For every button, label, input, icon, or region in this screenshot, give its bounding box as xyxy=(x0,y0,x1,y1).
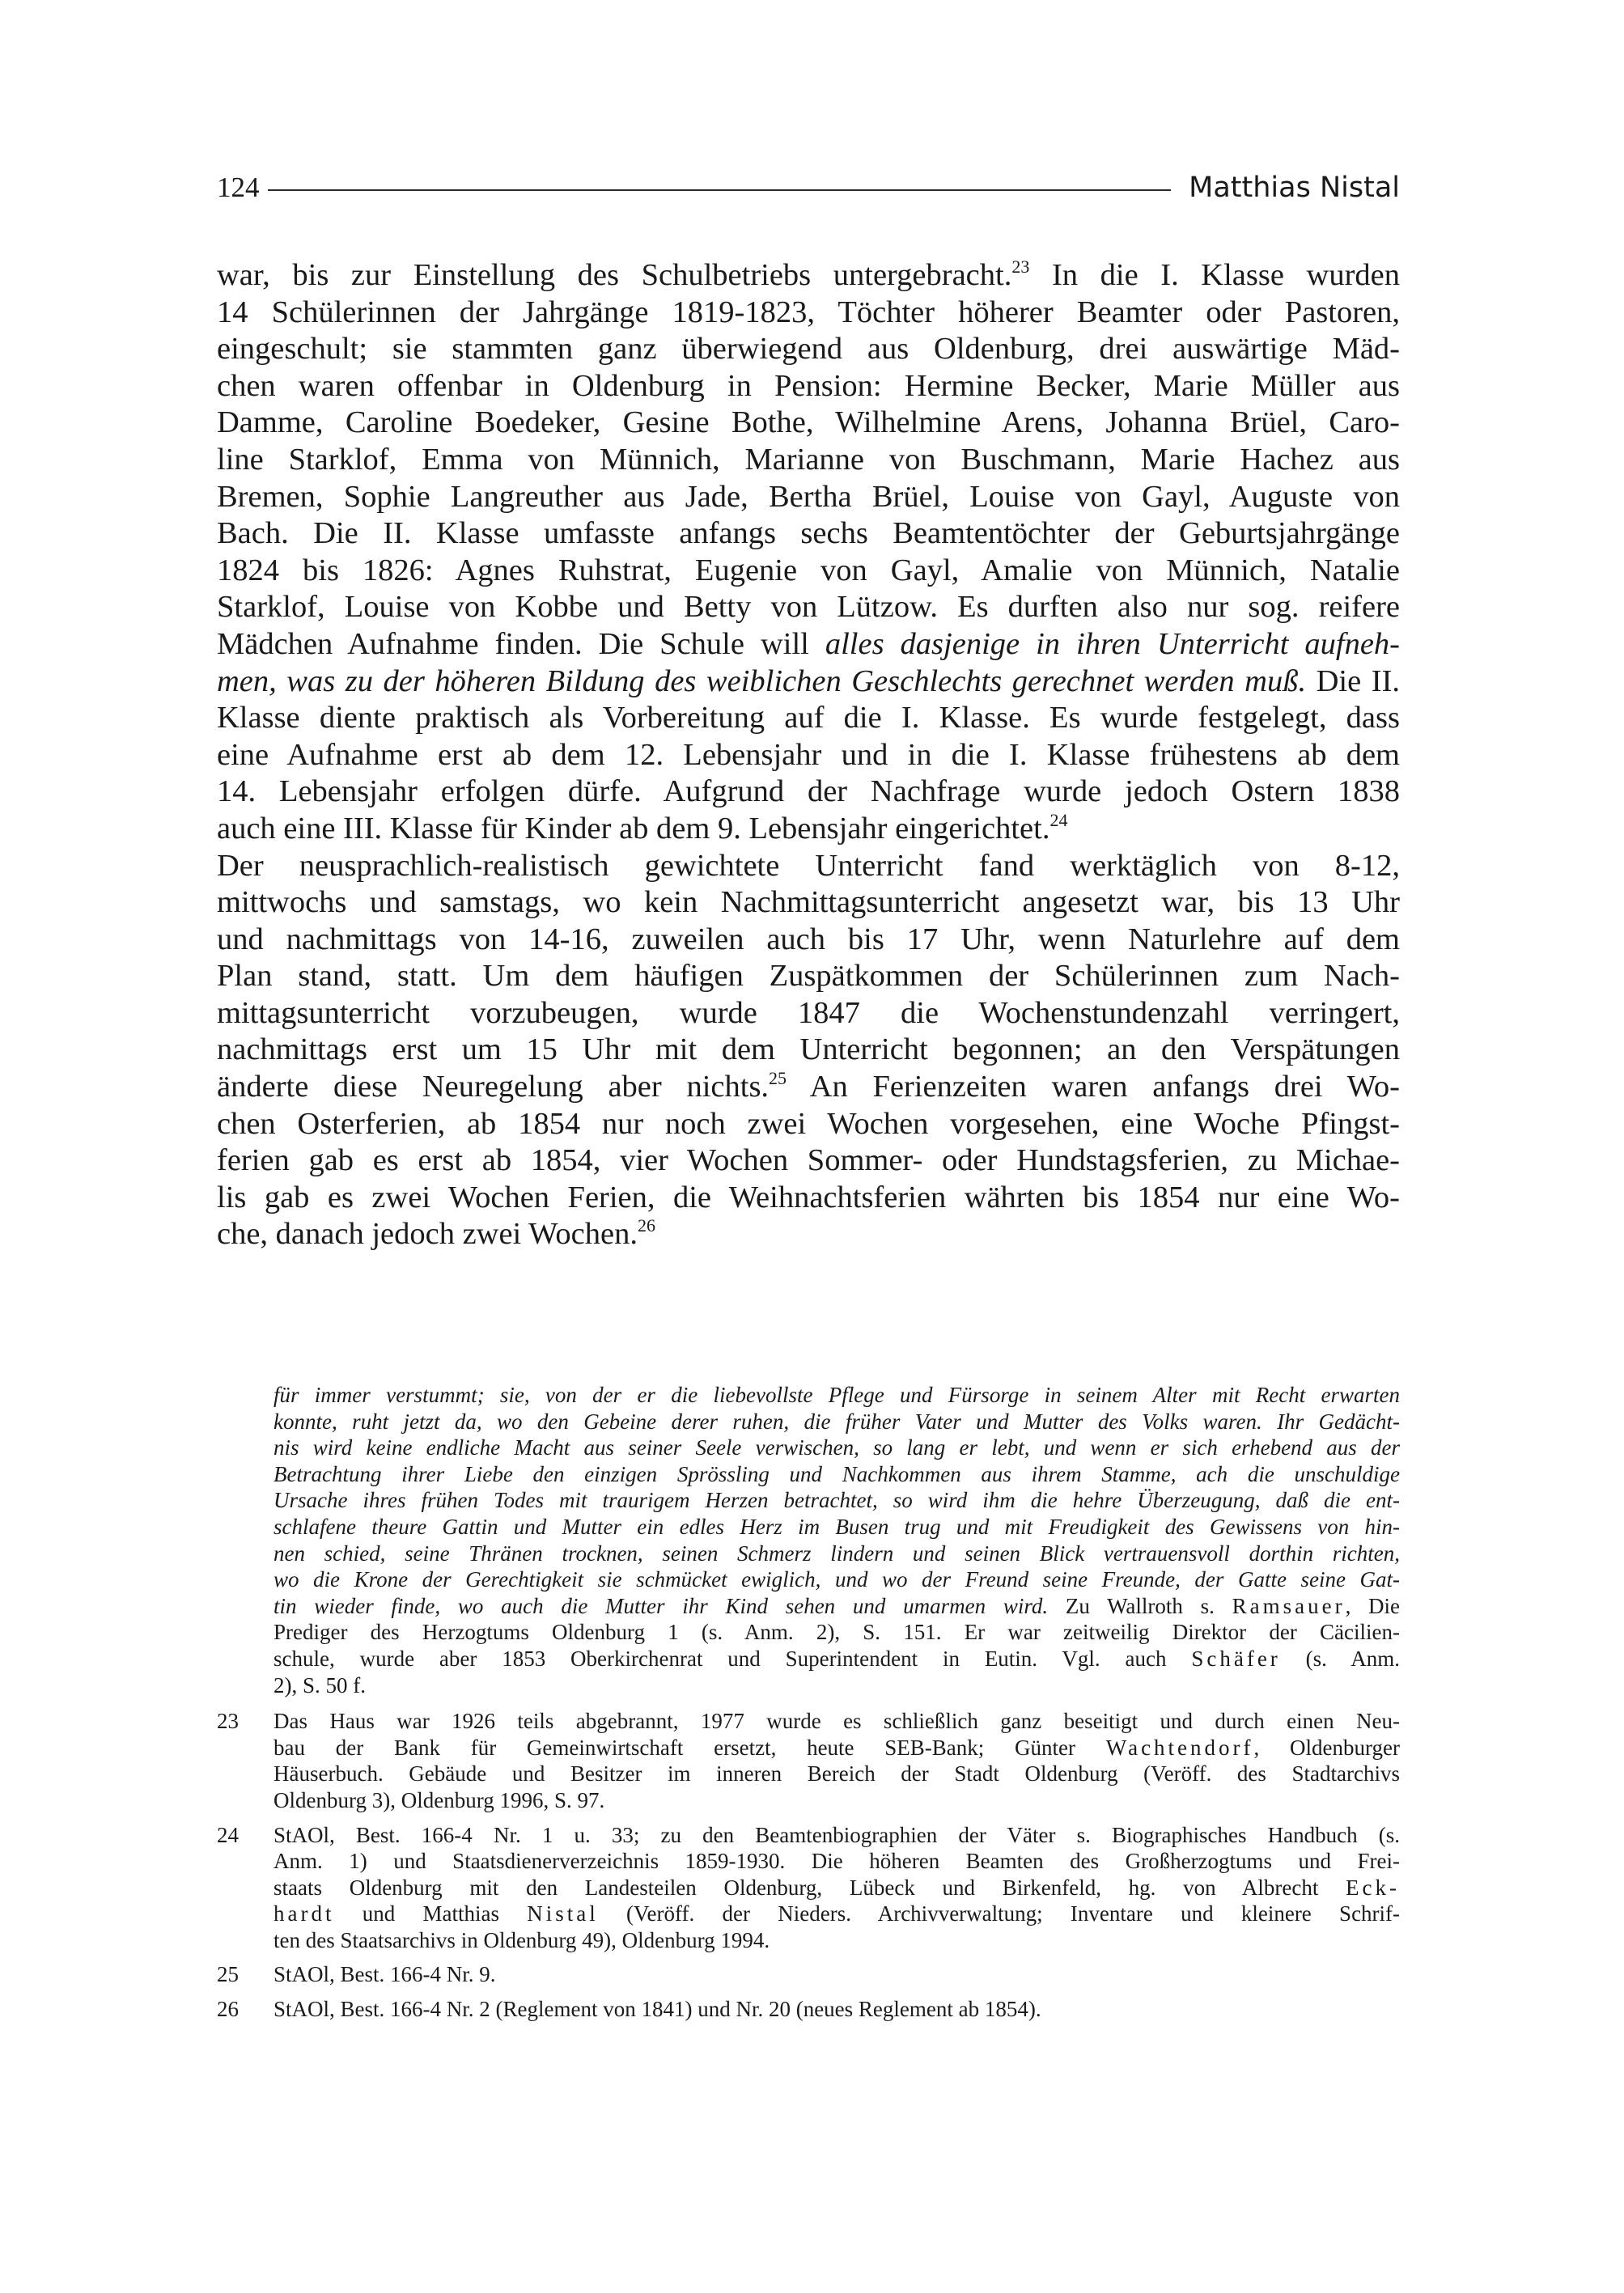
author-name: Wachtendorf xyxy=(1105,1735,1254,1760)
footnote-line: ten des Staatsarchivs in Oldenburg 49), Oldenburg 1994. xyxy=(273,1927,770,1952)
footnote-number: 25 xyxy=(217,1962,239,1987)
body-line: war, bis zur Einstellung des Schulbetriebs untergebracht.$^{23}$ In die I. Klasse wurden xyxy=(217,256,1401,292)
footnote-line: StAOl, Best. 166-4 Nr. 9. xyxy=(273,1962,496,1987)
footnote-24 xyxy=(217,1822,1400,1954)
body-line: mittwochs und samstags, wo kein Nachmittagsunterricht angesetzt war, bis 13 Uhr xyxy=(217,885,1400,920)
footnote-line: Oldenburg 3), Oldenburg 1996, S. 97. xyxy=(273,1787,605,1812)
footnote-line: nen schied, seine Thränen trocknen, seinen Schmerz lindern und seinen Blick vertrauensvoll dorthin richten, xyxy=(273,1541,1400,1566)
author-name: hardt xyxy=(273,1901,335,1926)
footnote-line: bau der Bank für Gemeinwirtschaft ersetzt, heute SEB-Bank; Günter Wachtendorf, Oldenburger xyxy=(273,1735,1400,1760)
footnote-line: Prediger des Herzogtums Oldenburg 1 (s. Anm. 2), S. 151. Er war zeitweilig Direktor der Cäcilien- xyxy=(273,1620,1400,1645)
footnote-number: 26 xyxy=(217,1997,239,2022)
footnote-line: staats Oldenburg mit den Landesteilen Oldenburg, Lübeck und Birkenfeld, hg. von Albrecht Eck- xyxy=(273,1875,1401,1900)
footnote-line: wo die Krone der Gerechtigkeit sie schmücket ewiglich, und wo der Freund seine Freunde, der Gatte seine Gat- xyxy=(273,1567,1400,1592)
body-line: 14 Schülerinnen der Jahrgänge 1819-1823, Töchter höherer Beamter oder Pastoren, xyxy=(217,295,1400,329)
footnotes xyxy=(217,1382,1400,2031)
body-line: Bremen, Sophie Langreuther aus Jade, Bertha Brüel, Louise von Gayl, Auguste von xyxy=(217,479,1400,514)
body-line: chen Osterferien, ab 1854 nur noch zwei Wochen vorgesehen, eine Woche Pfingst- xyxy=(217,1106,1400,1141)
footnote-line: nis wird keine endliche Macht aus seiner Seele verwischen, so lang er lebt, und wenn er sich erhebend aus der xyxy=(273,1435,1400,1460)
body-line: und nachmittags von 14-16, zuweilen auch bis 17 Uhr, wenn Naturlehre auf dem xyxy=(217,922,1400,956)
footnote-line: konnte, ruht jetzt da, wo den Gebeine derer ruhen, die früher Vater und Mutter des Volks waren. Ihr Gedächt- xyxy=(273,1409,1400,1434)
body-line: eine Aufnahme erst ab dem 12. Lebensjahr und in die I. Klasse frühestens ab dem xyxy=(217,737,1400,772)
footnote-25 xyxy=(217,1961,1400,1988)
body-line: änderte diese Neuregelung aber nichts.$^{25}$ An Ferienzeiten waren anfangs drei Wo- xyxy=(217,1068,1400,1104)
body-line: Mädchen Aufnahme finden. Die Schule will alles dasjenige in ihren Unterricht aufneh- xyxy=(217,626,1400,661)
footnote-ref: 23 xyxy=(1011,256,1030,277)
quotation: alles dasjenige in ihren Unterricht aufneh- xyxy=(825,626,1400,661)
footnote-line: Ursache ihres frühen Todes mit traurigem Herzen betrachtet, so wird ihm die hehre Überzeugung, daß die ent- xyxy=(273,1488,1400,1513)
footnote-line: Betrachtung ihrer Liebe den einzigen Sprössling und Nachkommen aus ihrem Stamme, ach die unschuldige xyxy=(273,1461,1400,1486)
body-line: 14. Lebensjahr erfolgen dürfe. Aufgrund der Nachfrage wurde jedoch Ostern 1838 xyxy=(217,774,1400,809)
body-line: 1824 bis 1826: Agnes Ruhstrat, Eugenie von Gayl, Amalie von Münnich, Natalie xyxy=(217,553,1400,587)
footnote-ref: 26 xyxy=(637,1215,655,1236)
footnote-line: schlafene theure Gattin und Mutter ein edles Herz im Busen trug und mit Freudigkeit des Gewissens von hin- xyxy=(273,1514,1400,1539)
header-rule xyxy=(268,189,1172,191)
author-name: Schäfer xyxy=(1191,1646,1281,1671)
body-line: auch eine III. Klasse für Kinder ab dem 9. Lebensjahr eingerichtet.$^{24}$ xyxy=(217,809,1068,846)
body-line: chen waren offenbar in Oldenburg in Pension: Hermine Becker, Marie Müller aus xyxy=(217,368,1400,403)
footnote-line: 2), S. 50 f. xyxy=(273,1672,366,1697)
footnote-line: schule, wurde aber 1853 Oberkirchenrat und Superintendent in Eutin. Vgl. auch Schäfer (s. Anm. xyxy=(273,1646,1401,1671)
footnote-continuation xyxy=(217,1382,1400,1698)
body-line: line Starklof, Emma von Münnich, Marianne von Buschmann, Marie Hachez aus xyxy=(217,442,1400,477)
body-line: nachmittags erst um 15 Uhr mit dem Unterricht begonnen; an den Verspätungen xyxy=(217,1032,1400,1067)
body-line: eingeschult; sie stammten ganz überwiegend aus Oldenburg, drei auswärtige Mäd- xyxy=(217,332,1400,367)
footnote-ref: 25 xyxy=(769,1068,787,1089)
body-line: Starklof, Louise von Kobbe und Betty von Lützow. Es durften also nur sog. reifere xyxy=(217,590,1400,625)
body-line: men, was zu der höheren Bildung des weiblichen Geschlechts gerechnet werden muß. Die II. xyxy=(217,663,1401,698)
footnote-line: Anm. 1) und Staatsdienerverzeichnis 1859-1930. Die höheren Beamten des Großherzogtums und Frei- xyxy=(273,1849,1400,1874)
author-name: Eck- xyxy=(1346,1875,1401,1900)
page-number: 124 xyxy=(217,172,260,203)
footnote-23 xyxy=(217,1708,1400,1813)
running-header xyxy=(217,167,1400,209)
body-line: ferien gab es erst ab 1854, vier Wochen Sommer- oder Hundstagsferien, zu Michae- xyxy=(217,1143,1400,1178)
body-line: Bach. Die II. Klasse umfasste anfangs sechs Beamtentöchter der Geburtsjahrgänge xyxy=(217,516,1400,551)
footnote-line: Häuserbuch. Gebäude und Besitzer im inneren Bereich der Stadt Oldenburg (Veröff. des Stadtarchivs xyxy=(273,1761,1400,1787)
body-line: Plan stand, statt. Um dem häufigen Zuspätkommen der Schülerinnen zum Nach- xyxy=(217,959,1400,994)
footnote-line: StAOl, Best. 166-4 Nr. 2 (Reglement von 1841) und Nr. 20 (neues Reglement ab 1854). xyxy=(273,1997,1041,2022)
footnote-line: hardt und Matthias Nistal (Veröff. der Nieders. Archivverwaltung; Inventare und kleinere Schrif- xyxy=(273,1901,1401,1926)
body-line: Damme, Caroline Boedeker, Gesine Bothe, Wilhelmine Arens, Johanna Brüel, Caro- xyxy=(217,405,1400,440)
footnote-number: 23 xyxy=(217,1709,239,1734)
body-line: Der neusprachlich-realistisch gewichtete Unterricht fand werktäglich von 8-12, xyxy=(217,848,1400,883)
body-line: che, danach jedoch zwei Wochen.$^{26}$ xyxy=(217,1215,655,1252)
quotation: men, was zu der höheren Bildung des weiblichen Geschlechts gerechnet werden muß. xyxy=(217,663,1307,698)
main-text xyxy=(217,257,1400,1253)
footnote-ref: 24 xyxy=(1049,809,1068,830)
footnote-26 xyxy=(217,1996,1400,2023)
running-head-author: Matthias Nistal xyxy=(1189,172,1400,204)
body-line: Klasse diente praktisch als Vorbereitung auf die I. Klasse. Es wurde festgelegt, dass xyxy=(217,701,1400,735)
footnote-line: für immer verstummt; sie, von der er die liebevollste Pflege und Fürsorge in seinem Alter mit Recht erwarten xyxy=(273,1383,1400,1407)
author-name: Ramsauer xyxy=(1232,1593,1346,1618)
footnote-line: tin wieder finde, wo auch die Mutter ihr Kind sehen und umarmen wird. Zu Wallroth s. Ramsauer, Die xyxy=(273,1593,1401,1618)
body-line: lis gab es zwei Wochen Ferien, die Weihnachtsferien währten bis 1854 nur eine Wo- xyxy=(217,1180,1400,1214)
footnote-line: StAOl, Best. 166-4 Nr. 1 u. 33; zu den Beamtenbiographien der Väter s. Biographisches Handbuch (s. xyxy=(273,1822,1400,1847)
footnote-number: 24 xyxy=(217,1822,239,1847)
footnote-line: Das Haus war 1926 teils abgebrannt, 1977 wurde es schließlich ganz beseitigt und durch einen Neu- xyxy=(273,1709,1400,1734)
author-name: Nistal xyxy=(527,1901,599,1926)
body-line: mittagsunterricht vorzubeugen, wurde 1847 die Wochenstundenzahl verringert, xyxy=(217,995,1400,1030)
